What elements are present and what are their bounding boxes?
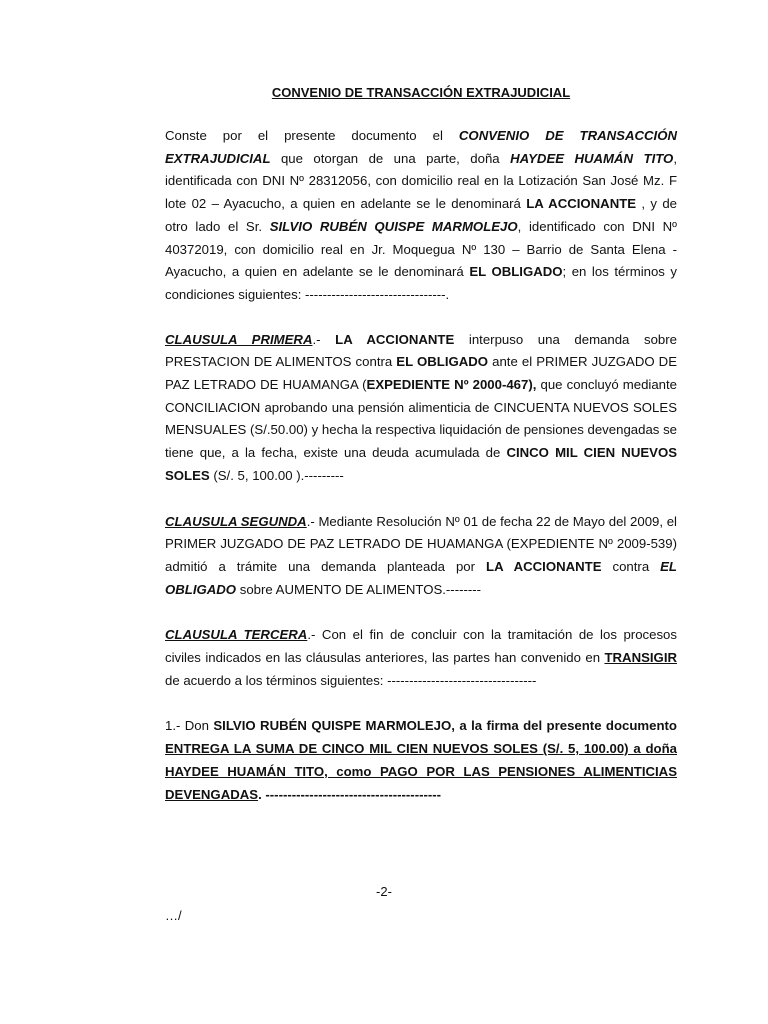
clause-text: (S/. 5, 100.00 ).--------- <box>209 467 344 483</box>
party-one-role: LA ACCIONANTE <box>526 196 637 212</box>
intro-text: que otorgan de una parte, doña <box>270 150 511 166</box>
clause-heading: CLAUSULA PRIMERA <box>165 331 313 347</box>
page-number: -2- <box>376 884 392 899</box>
continuation-mark: …/ <box>165 908 182 923</box>
intro-text: , y de otro lado el Sr. <box>165 196 678 234</box>
party-one-name: HAYDEE HUAMÁN TITO <box>510 150 674 166</box>
intro-text: , identificado con DNI Nº 40372019, con domicilio real en Jr. Moquegua Nº 130 – Barrio de Santa Elena - Ayacucho, a quien en adelante se le denominará <box>165 218 677 280</box>
agreement-name: CONVENIO DE TRANSACCIÓN EXTRAJUDICIAL <box>165 128 677 166</box>
intro-text: Conste por el presente documento el <box>165 128 459 143</box>
clause-bold: EL OBLIGADO <box>396 354 489 370</box>
document-body <box>165 84 677 806</box>
item-bold-underline: ENTREGA LA SUMA DE CINCO MIL CIEN NUEVOS SOLES (S/. 5, 100.00) a doña HAYDEE HUAMÁN TITO, como PAGO POR LAS PENSIONES ALIMENTICIAS DEVENGADAS <box>165 741 677 802</box>
clause-text: sobre AUMENTO DE ALIMENTOS.-------- <box>236 581 482 597</box>
clause-bold: LA ACCIONANTE <box>335 331 455 347</box>
clause-third <box>165 624 677 692</box>
clause-first <box>165 329 677 488</box>
clause-text: contra <box>601 558 661 574</box>
clause-bold: EXPEDIENTE Nº 2000-467), <box>366 377 537 393</box>
intro-text: ; en los términos y condiciones siguientes: --------------------------------. <box>165 264 678 302</box>
clause-text: de acuerdo a los términos siguientes: ---------------------------------- <box>165 672 537 688</box>
party-two-role: EL OBLIGADO <box>469 264 563 280</box>
intro-paragraph <box>165 125 677 307</box>
clause-heading: CLAUSULA SEGUNDA <box>165 513 307 529</box>
clause-bold: TRANSIGIR <box>604 650 677 666</box>
clause-text: interpuso una demanda sobre PRESTACION DE ALIMENTOS contra <box>165 331 677 370</box>
item-text: 1.- Don <box>165 718 214 734</box>
term-item-one <box>165 715 677 806</box>
item-bold: . ---------------------------------------- <box>258 786 442 802</box>
clause-bold: LA ACCIONANTE <box>486 558 602 574</box>
clause-bold: EL OBLIGADO <box>165 558 677 597</box>
clause-text: .- <box>312 331 336 347</box>
intro-text: , identificada con DNI Nº 28312056, con domicilio real en la Lotización San José Mz. F lote 02 – Ayacucho, a quien en adelante se le denominará <box>165 150 677 212</box>
clause-bold: CINCO MIL CIEN NUEVOS SOLES <box>165 445 677 483</box>
clause-text: ante el PRIMER JUZGADO DE PAZ LETRADO DE HUAMANGA ( <box>165 354 678 393</box>
clause-heading: CLAUSULA TERCERA <box>165 627 308 643</box>
clause-text: .- Mediante Resolución Nº 01 de fecha 22 de Mayo del 2009, el PRIMER JUZGADO DE PAZ LETRADO DE HUAMANGA (EXPEDIENTE Nº 2009-539) admitió a trámite una demanda planteada por <box>165 513 677 574</box>
clause-text: .- Con el fin de concluir con la tramitación de los procesos civiles indicados en las cláusulas anteriores, las partes han convenido en <box>165 627 677 666</box>
item-bold: SILVIO RUBÉN QUISPE MARMOLEJO, a la firma del presente documento <box>213 718 677 734</box>
document-title: CONVENIO DE TRANSACCIÓN EXTRAJUDICIAL <box>271 85 571 100</box>
clause-text: que concluyó mediante CONCILIACION aprobando una pensión alimenticia de CINCUENTA NUEVOS SOLES MENSUALES (S/.50.00) y hecha la respectiva liquidación de pensiones devengadas se tiene que, a la fecha, existe una deuda acumulada de <box>165 377 678 461</box>
clause-second <box>165 511 677 602</box>
party-two-name: SILVIO RUBÉN QUISPE MARMOLEJO <box>269 218 518 234</box>
